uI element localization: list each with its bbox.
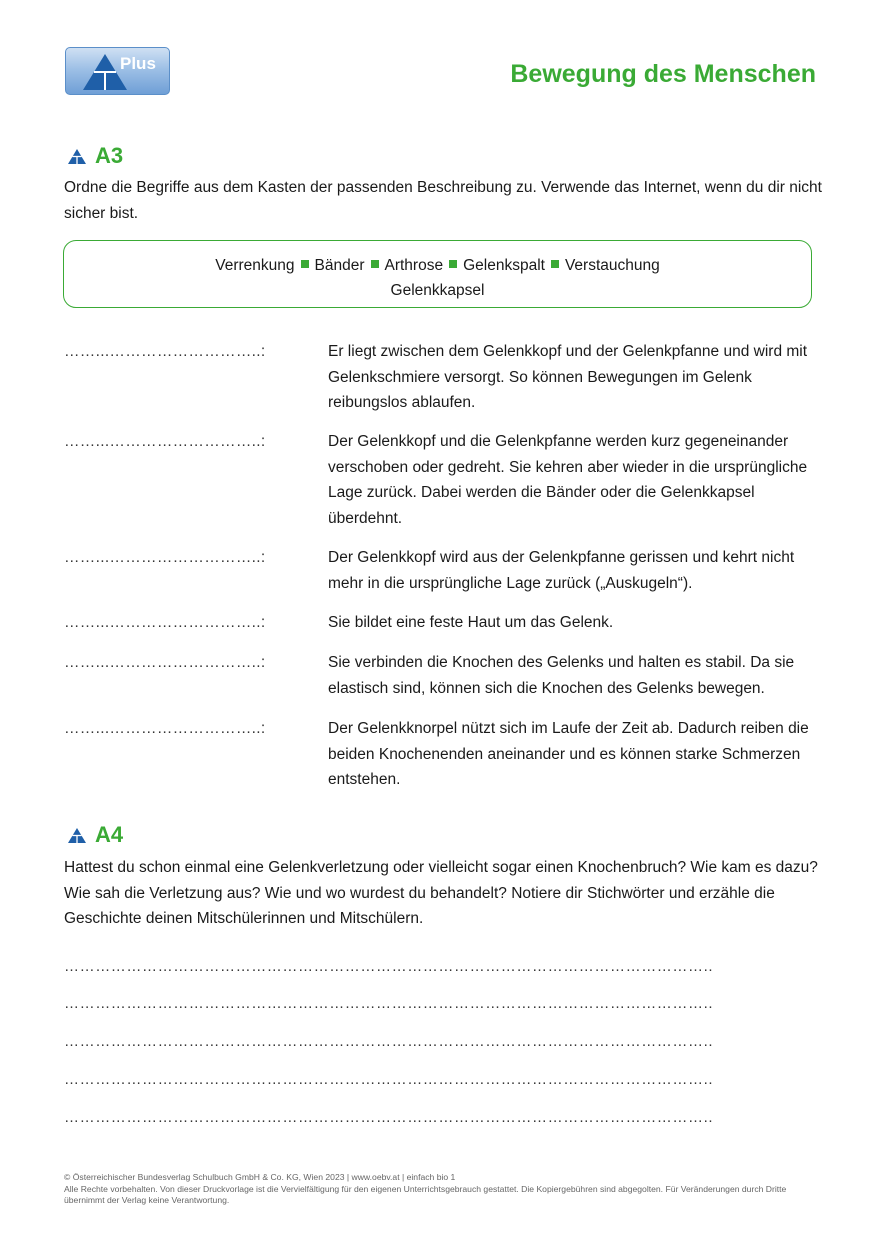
answer-blank[interactable]: ……...………………………..: xyxy=(64,343,266,360)
task-a4-instruction: Hattest du schon einmal eine Gelenkverletzung oder vielleicht sogar einen Knochenbruch? Wie kam es dazu? Wie sah die Verletzung aus? Wie und wo wurdest du behandelt? Notiere dir Stichwörter und erzähle die Geschichte deinen Mitschülerinnen und Mitschülern. xyxy=(64,859,818,927)
answer-blank[interactable]: ……...………………………..: xyxy=(64,720,266,737)
footer xyxy=(64,1172,824,1207)
answer-blank[interactable]: ……...………………………..: xyxy=(64,433,266,450)
answer-blank[interactable]: ……...………………………..: xyxy=(64,654,266,671)
task-a4-heading xyxy=(68,822,123,848)
term: Gelenkkapsel xyxy=(390,282,485,299)
separator-square xyxy=(551,260,559,268)
triangle-icon xyxy=(68,828,86,843)
term: Verstauchung xyxy=(564,257,660,274)
term-box xyxy=(63,240,812,308)
logo-text: Plus xyxy=(120,54,156,73)
task-a3-instruction: Ordne die Begriffe aus dem Kasten der passenden Beschreibung zu. Verwende das Internet, wenn du dir nicht sicher bist. xyxy=(64,179,822,222)
task-a4-label: A4 xyxy=(95,822,124,847)
term: Bänder xyxy=(314,257,365,274)
term: Arthrose xyxy=(384,257,444,274)
row-description: Sie verbinden die Knochen des Gelenks und halten es stabil. Da sie elastisch sind, können sich die Knochen des Gelenks bewegen. xyxy=(328,654,795,697)
separator-square xyxy=(449,260,457,268)
task-a3-label: A3 xyxy=(95,143,124,168)
answer-line[interactable]: …………………………………………………………………………………………………………….. xyxy=(64,958,714,975)
row-description: Der Gelenkknorpel nützt sich im Laufe der Zeit ab. Dadurch reiben die beiden Knochenenden aneinander und es können starke Schmerzen entstehen. xyxy=(328,720,809,788)
term: Gelenkspalt xyxy=(463,257,545,274)
task-a3-heading xyxy=(68,143,123,169)
separator-square xyxy=(301,260,309,268)
answer-blank[interactable]: ……...………………………..: xyxy=(64,549,266,566)
plus-logo xyxy=(65,47,170,95)
page-title: Bewegung des Menschen xyxy=(510,60,816,88)
answer-blank[interactable]: ……...………………………..: xyxy=(64,614,266,631)
answer-line[interactable]: …………………………………………………………………………………………………………….. xyxy=(64,995,714,1012)
row-description: Der Gelenkkopf und die Gelenkpfanne werden kurz gegeneinander verschoben oder gedreht. Sie kehren aber wieder in die ursprüngliche Lage zurück. Dabei werden die Bänder oder die Gelenkkapsel überdehnt. xyxy=(328,433,808,527)
row-description: Er liegt zwischen dem Gelenkkopf und der Gelenkpfanne und wird mit Gelenkschmiere versorgt. So können Bewegungen im Gelenk reibungslos ablaufen. xyxy=(328,343,808,411)
answer-line[interactable]: …………………………………………………………………………………………………………….. xyxy=(64,1033,714,1050)
row-description: Sie bildet eine feste Haut um das Gelenk. xyxy=(328,614,614,631)
footer-copyright: © Österreichischer Bundesverlag Schulbuch GmbH & Co. KG, Wien 2023 | www.oebv.at | einfach bio 1 xyxy=(64,1172,456,1182)
row-description: Der Gelenkkopf wird aus der Gelenkpfanne gerissen und kehrt nicht mehr in die ursprüngliche Lage zurück („Auskugeln“). xyxy=(328,549,795,592)
triangle-icon xyxy=(68,149,86,164)
footer-rights: Alle Rechte vorbehalten. Von dieser Druckvorlage ist die Vervielfältigung für den eigenen Unterrichtsgebrauch gestattet. Die Kopiergebühren sind abgegolten. Für Veränderungen durch Dritte übernimmt der Verlag keine Verantwortung. xyxy=(64,1183,787,1205)
answer-line[interactable]: …………………………………………………………………………………………………………….. xyxy=(64,1109,714,1126)
answer-line[interactable]: …………………………………………………………………………………………………………….. xyxy=(64,1071,714,1088)
separator-square xyxy=(371,260,379,268)
term: Verrenkung xyxy=(215,257,295,274)
